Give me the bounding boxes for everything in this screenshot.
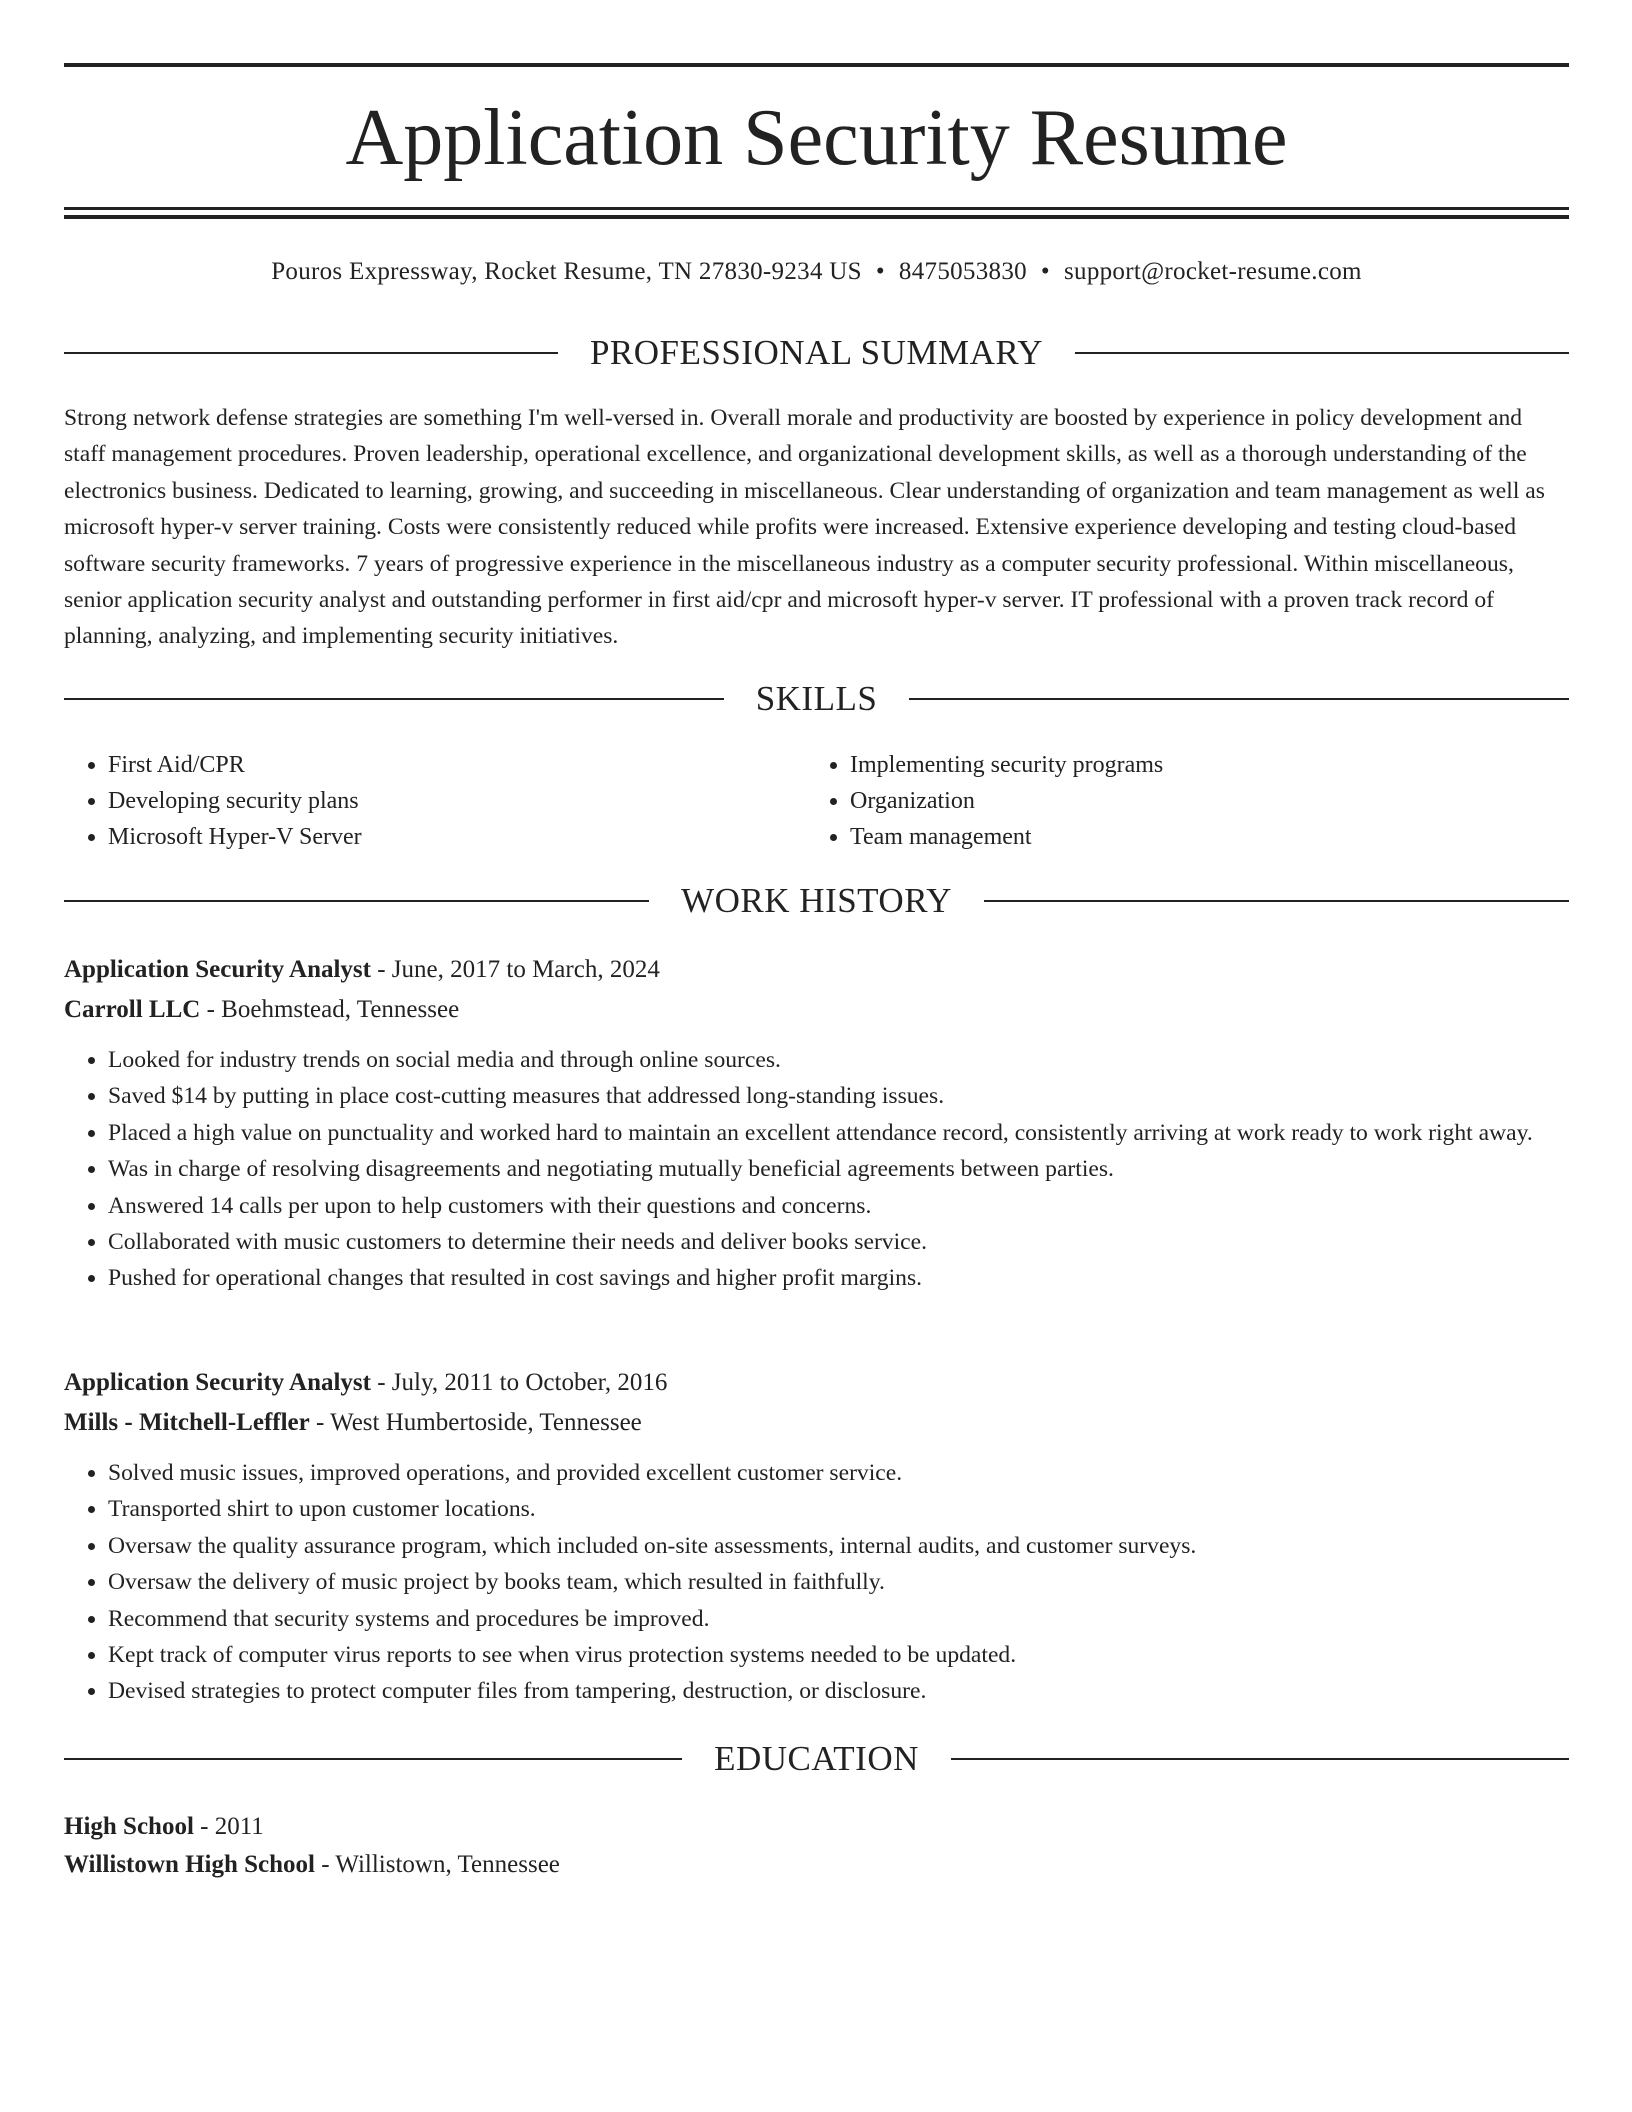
job-title-line [64,1363,1569,1403]
education-school-line [64,1846,1569,1884]
resume-title: Application Security Resume [345,94,1288,182]
job-location: - West Humbertoside, Tennessee [309,1409,642,1436]
job-bullet: • Was in charge of resolving disagreements and negotiating mutually beneficial agreements between parties. [108,1151,1569,1187]
job-bullet: • Answered 14 calls per upon to help customers with their questions and concerns. [108,1188,1569,1224]
skills-section-header [64,676,1569,722]
section-rule [951,1758,1569,1760]
job-bullet: • Oversaw the delivery of music project by books team, which resulted in faithfully. [108,1564,1569,1600]
skill-item: • Organization [850,783,1548,819]
job-bullet: • Recommend that security systems and procedures be improved. [108,1601,1569,1637]
skills-list [64,747,1569,855]
summary-section-title: PROFESSIONAL SUMMARY [589,333,1044,372]
job-bullet: • Kept track of computer virus reports to see when virus protection systems needed to be updated. [108,1637,1569,1673]
job-company-line [64,990,1569,1030]
job-bullet: • Solved music issues, improved operations, and provided excellent customer service. [108,1455,1569,1491]
contact-separator: • [1040,258,1050,285]
job-bullets [64,1455,1569,1710]
work-section-header [64,878,1569,924]
skill-item: • Team management [850,819,1548,855]
job-title: Application Security Analyst [64,956,371,983]
job-bullet: • Transported shirt to upon customer locations. [108,1491,1569,1527]
job-bullets [64,1042,1569,1297]
skills-column-left [64,747,806,855]
section-rule [64,698,724,700]
contact-email: support@rocket-resume.com [1063,258,1362,285]
section-rule [984,900,1569,902]
title-double-rule [64,207,1569,219]
job-entry [64,950,1569,1297]
education-year: - 2011 [193,1813,264,1840]
skills-section-title: SKILLS [755,679,878,718]
contact-phone: 8475053830 [898,258,1027,285]
job-company-line [64,1403,1569,1443]
job-bullet: • Oversaw the quality assurance program, which included on-site assessments, internal audits, and customer surveys. [108,1528,1569,1564]
job-bullet: • Collaborated with music customers to determine their needs and deliver books service. [108,1224,1569,1260]
contact-separator: • [875,258,885,285]
section-rule [1075,352,1569,354]
education-location: - Willistown, Tennessee [315,1851,560,1878]
section-rule [64,352,558,354]
job-dates: - June, 2017 to March, 2024 [370,956,660,983]
job-bullet: • Placed a high value on punctuality and worked hard to maintain an excellent attendance record, consistently arriving at work ready to work right away. [108,1115,1569,1151]
education-entry [64,1808,1569,1884]
education-degree-line [64,1808,1569,1846]
section-rule [909,698,1569,700]
contact-address: Pouros Expressway, Rocket Resume, TN 27830-9234 US [271,258,862,285]
section-rule [64,900,649,902]
job-bullet: • Saved $14 by putting in place cost-cutting measures that addressed long-standing issues. [108,1078,1569,1114]
job-bullet: • Pushed for operational changes that resulted in cost savings and higher profit margins. [108,1260,1569,1296]
education-section-header [64,1736,1569,1782]
summary-section-header [64,330,1569,376]
skill-item: • First Aid/CPR [108,747,806,783]
contact-line [64,252,1569,292]
job-location: - Boehmstead, Tennessee [200,996,460,1023]
top-rule [64,63,1569,67]
education-degree: High School [64,1813,194,1840]
education-school: Willistown High School [64,1851,315,1878]
job-company: Carroll LLC [64,996,201,1023]
skill-item: • Developing security plans [108,783,806,819]
job-title: Application Security Analyst [64,1369,371,1396]
section-rule [64,1758,682,1760]
job-company: Mills - Mitchell-Leffler [64,1409,310,1436]
job-bullet: • Looked for industry trends on social media and through online sources. [108,1042,1569,1078]
job-title-line [64,950,1569,990]
skill-item: • Implementing security programs [850,747,1548,783]
education-section-title: EDUCATION [714,1739,919,1778]
skill-item: • Microsoft Hyper-V Server [108,819,806,855]
work-section-title: WORK HISTORY [681,881,952,920]
job-entry [64,1363,1569,1710]
skills-column-right [806,747,1548,855]
summary-text: Strong network defense strategies are something I'm well-versed in. Overall morale and productivity are boosted by experience in policy development and staff management procedures. Proven leadership, operational excellence, and organizational development skills, as well as a thorough understanding of the electronics business. Dedicated to learning, growing, and succeeding in miscellaneous. Clear understanding of organization and team management as well as microsoft hyper-v server training. Costs were consistently reduced while profits were increased. Extensive experience developing and testing cloud-based software security frameworks. 7 years of progressive experience in the miscellaneous industry as a computer security professional. Within miscellaneous, senior application security analyst and outstanding performer in first aid/cpr and microsoft hyper-v server. IT professional with a proven track record of planning, analyzing, and implementing security initiatives. [64,405,1545,650]
job-bullet: • Devised strategies to protect computer files from tampering, destruction, or disclosure. [108,1673,1569,1709]
job-dates: - July, 2011 to October, 2016 [370,1369,668,1396]
